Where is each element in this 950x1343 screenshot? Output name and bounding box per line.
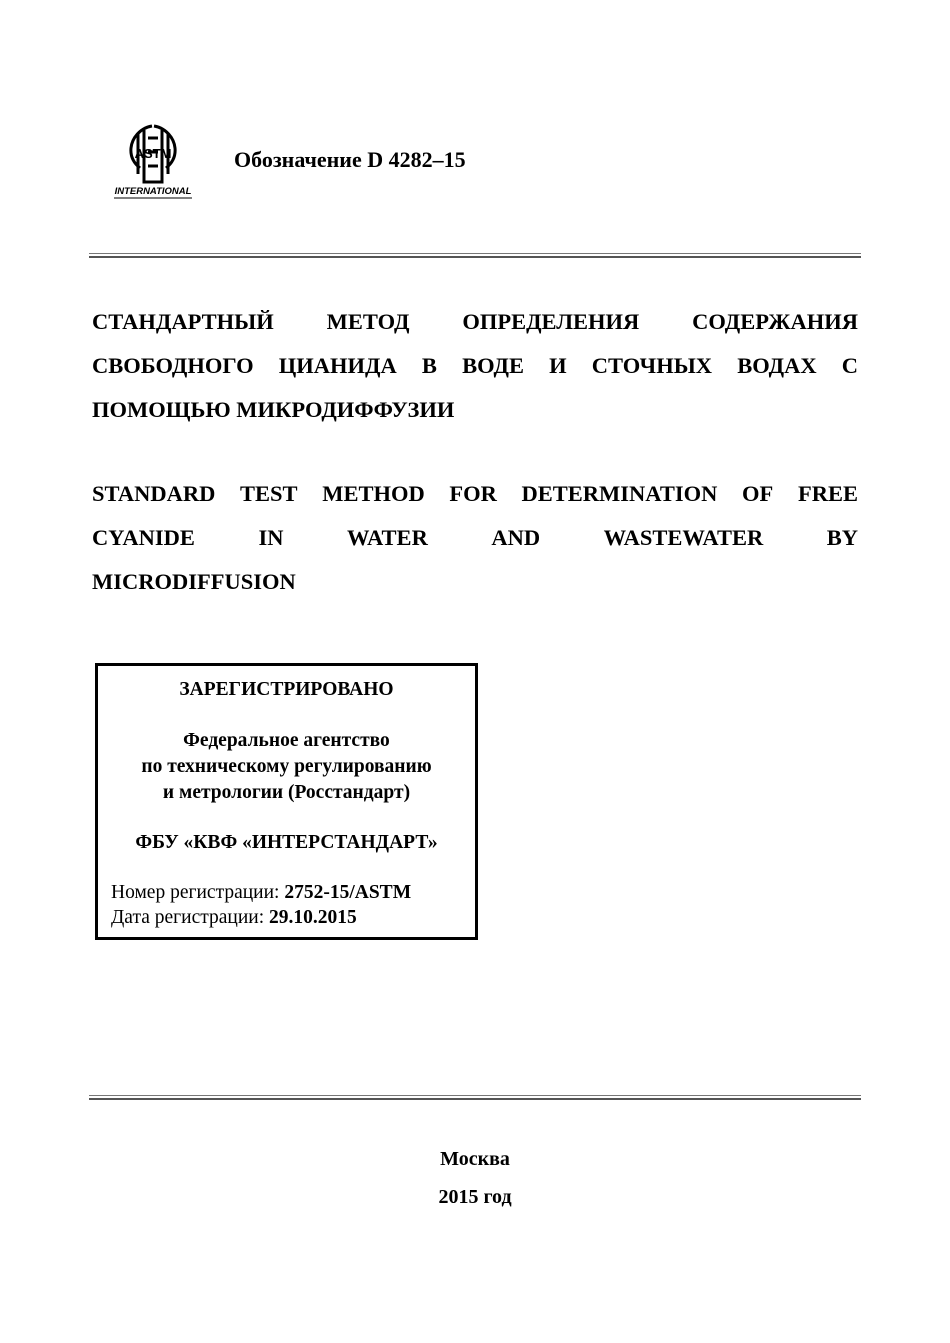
title-en-line-1: STANDARD TEST METHOD FOR DETERMINATION OF FREE <box>92 481 858 506</box>
title-ru-line-3: ПОМОЩЬЮ МИКРОДИФФУЗИИ <box>92 397 455 422</box>
astm-logo-icon <box>108 124 198 202</box>
title-ru-line-2: СВОБОДНОГО ЦИАНИДА В ВОДЕ И СТОЧНЫХ ВОДАХ С <box>92 353 858 378</box>
publication-city: Москва <box>440 1148 510 1170</box>
title-russian <box>92 300 858 432</box>
astm-logo <box>108 124 198 202</box>
registration-details <box>111 880 411 930</box>
title-english <box>92 472 858 604</box>
top-divider <box>89 253 861 258</box>
bottom-divider <box>89 1095 861 1100</box>
registration-date: Дата регистрации: 29.10.2015 <box>111 907 357 928</box>
title-en-line-2: CYANIDE IN WATER AND WASTEWATER BY <box>92 525 858 550</box>
registration-stamp <box>95 663 478 940</box>
logo-text: ASTM <box>134 146 172 161</box>
registration-agency: Федеральное агентство по техническому регулированию и метрологии (Росстандарт) <box>141 730 432 803</box>
registration-number: Номер регистрации: 2752-15/ASTM <box>111 882 412 903</box>
designation: Обозначение D 4282–15 <box>234 147 466 172</box>
logo-subtext: INTERNATIONAL <box>114 186 192 197</box>
title-en-line-3: MICRODIFFUSION <box>92 569 296 594</box>
registration-fbu: ФБУ «КВФ «ИНТЕРСТАНДАРТ» <box>135 832 438 853</box>
registration-heading: ЗАРЕГИСТРИРОВАНО <box>179 679 394 700</box>
title-ru-line-1: СТАНДАРТНЫЙ МЕТОД ОПРЕДЕЛЕНИЯ СОДЕРЖАНИЯ <box>92 309 858 334</box>
publication-year: 2015 год <box>438 1186 512 1208</box>
